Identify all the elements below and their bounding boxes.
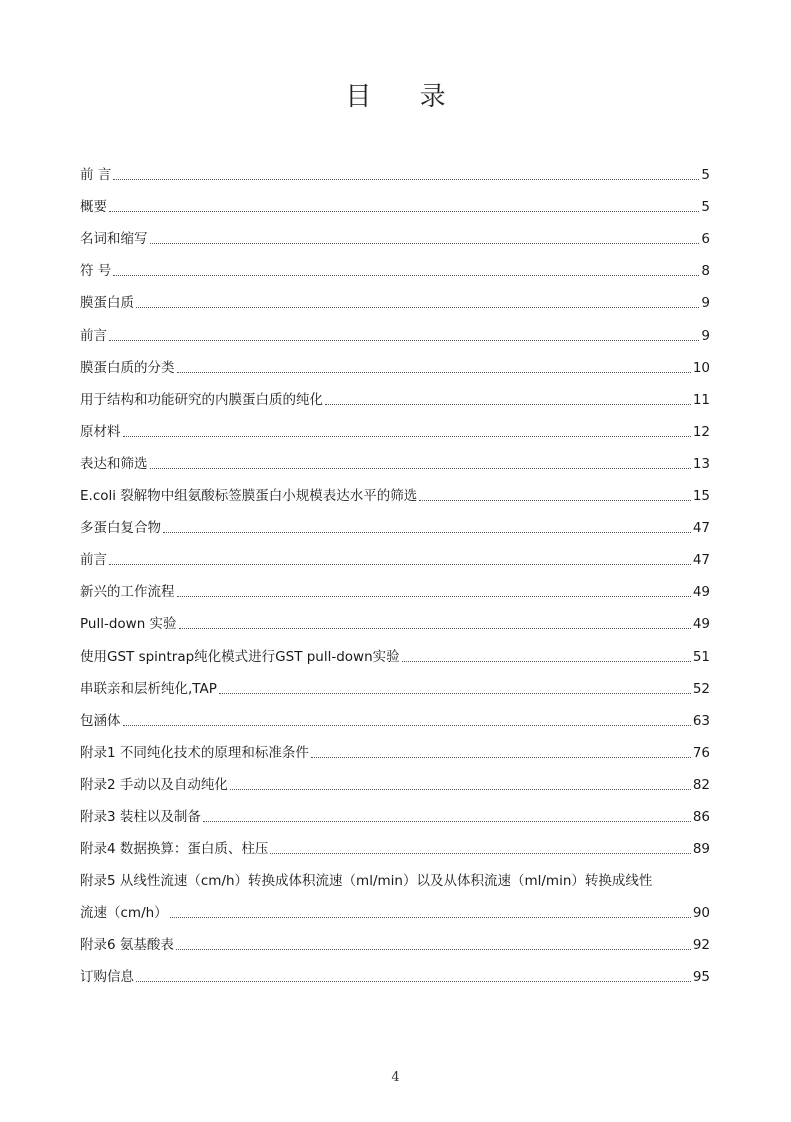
toc-entry-page: 47: [692, 552, 710, 569]
toc-entry-label: 串联亲和层析纯化,TAP: [80, 680, 217, 697]
toc-leader: [136, 307, 699, 308]
toc-entry[interactable]: [80, 730, 710, 762]
toc-entry-page: 90: [692, 905, 710, 922]
toc-leader: [177, 372, 691, 373]
toc-entry-page: 10: [692, 359, 710, 376]
toc-entry-page: 76: [692, 744, 710, 761]
toc-entry[interactable]: [80, 473, 710, 505]
toc-entry-label: 附录6 氨基酸表: [80, 937, 174, 954]
toc-entry-label: 附录1 不同纯化技术的原理和标准条件: [80, 744, 309, 761]
toc-entry-label: 新兴的工作流程: [80, 584, 175, 601]
toc-entry-label: 附录3 装柱以及制备: [80, 808, 201, 825]
toc-entry-label: 原材料: [80, 423, 121, 440]
toc-entry-page: 47: [692, 520, 710, 537]
toc-entry[interactable]: [80, 762, 710, 794]
toc-leader: [109, 564, 691, 565]
toc-leader: [402, 661, 691, 662]
toc-entry[interactable]: [80, 537, 710, 569]
toc-entry-page: 11: [692, 391, 710, 408]
toc-entry-page: 92: [692, 937, 710, 954]
toc-entry-label: 名词和缩写: [80, 231, 148, 248]
toc-leader: [203, 821, 691, 822]
toc-entry[interactable]: [80, 698, 710, 730]
toc-entry-label: 多蛋白复合物: [80, 520, 161, 537]
toc-entry-label: 符 号: [80, 263, 112, 280]
toc-entry-page: 5: [701, 199, 710, 216]
toc-leader: [179, 628, 691, 629]
toc-leader: [109, 340, 699, 341]
toc-entry-page: 5: [701, 167, 710, 184]
toc-leader: [136, 981, 691, 982]
toc-entry-page: 86: [692, 808, 710, 825]
toc-leader: [177, 596, 691, 597]
toc-leader: [113, 275, 699, 276]
toc-entry-page: 13: [692, 455, 710, 472]
toc-entry[interactable]: [80, 601, 710, 633]
page-number: 4: [391, 1070, 400, 1085]
toc-entry-label: 表达和筛选: [80, 455, 148, 472]
toc-leader: [230, 789, 691, 790]
toc-entry-label: 用于结构和功能研究的内膜蛋白质的纯化: [80, 391, 323, 408]
toc-entry-label: 前 言: [80, 167, 112, 184]
toc-leader: [219, 693, 691, 694]
toc-leader: [109, 211, 699, 212]
toc-entry-label: 前言: [80, 327, 107, 344]
toc-entry[interactable]: [80, 216, 710, 248]
toc-leader: [170, 917, 691, 918]
toc-leader: [150, 243, 700, 244]
toc-entry-wrapped-first-line[interactable]: [80, 858, 710, 890]
toc-entry[interactable]: [80, 184, 710, 216]
toc-entry-label: 概要: [80, 199, 107, 216]
toc-entry-page: 52: [692, 680, 710, 697]
toc-leader: [325, 404, 691, 405]
toc-entry-label: E.coli 裂解物中组氨酸标签膜蛋白小规模表达水平的筛选: [80, 488, 418, 505]
toc-leader: [311, 757, 691, 758]
toc-entry-label: 订购信息: [80, 969, 134, 986]
toc-entry[interactable]: [80, 633, 710, 665]
toc-entry[interactable]: [80, 794, 710, 826]
toc-leader: [123, 725, 691, 726]
toc-leader: [150, 468, 691, 469]
toc-entry-label: 附录2 手动以及自动纯化: [80, 776, 228, 793]
toc-entry-label: 流速（cm/h）: [80, 905, 168, 922]
toc-leader: [163, 532, 691, 533]
toc-entry-page: 8: [701, 263, 710, 280]
toc-leader: [419, 500, 691, 501]
toc-entry[interactable]: [80, 152, 710, 184]
toc-entry-page: 15: [692, 488, 710, 505]
toc-entry-page: 49: [692, 584, 710, 601]
toc-entry-page: 9: [701, 295, 710, 312]
toc-entry[interactable]: [80, 248, 710, 280]
toc-entry-page: 82: [692, 776, 710, 793]
toc-entry[interactable]: [80, 441, 710, 473]
toc-leader: [113, 179, 699, 180]
page-title: 目 录: [345, 82, 466, 112]
toc-entry[interactable]: [80, 954, 710, 986]
toc-entry[interactable]: [80, 345, 710, 377]
toc-leader: [176, 949, 691, 950]
toc-entry-label: Pull-down 实验: [80, 616, 177, 633]
toc-leader: [270, 853, 690, 854]
toc-entry[interactable]: [80, 666, 710, 698]
toc-entry-label: 膜蛋白质: [80, 295, 134, 312]
toc-entry-page: 89: [692, 841, 710, 858]
toc-entry-page: 49: [692, 616, 710, 633]
toc-entry[interactable]: [80, 409, 710, 441]
toc-entry-page: 51: [692, 648, 710, 665]
toc-leader: [123, 436, 691, 437]
toc-entry-page: 63: [692, 712, 710, 729]
toc-entry[interactable]: [80, 569, 710, 601]
toc-entry-page: 9: [701, 327, 710, 344]
toc-entry-label: 使用GST spintrap纯化模式进行GST pull-down实验: [80, 648, 400, 665]
toc-entry[interactable]: [80, 505, 710, 537]
toc-entry[interactable]: [80, 377, 710, 409]
toc-entry-label: 附录5 从线性流速（cm/h）转换成体积流速（ml/min）以及从体积流速（ml/min）转换成线性: [80, 873, 653, 890]
toc-entry[interactable]: [80, 280, 710, 312]
toc-entry-label: 附录4 数据换算：蛋白质、柱压: [80, 841, 269, 858]
table-of-contents: [80, 152, 710, 986]
toc-entry[interactable]: [80, 890, 710, 922]
toc-entry-label: 前言: [80, 552, 107, 569]
toc-entry[interactable]: [80, 922, 710, 954]
toc-entry-page: 12: [692, 423, 710, 440]
toc-entry[interactable]: [80, 312, 710, 344]
toc-entry-page: 6: [701, 231, 710, 248]
toc-entry-label: 膜蛋白质的分类: [80, 359, 175, 376]
toc-entry-page: 95: [692, 969, 710, 986]
toc-entry-label: 包涵体: [80, 712, 121, 729]
toc-entry[interactable]: [80, 826, 710, 858]
